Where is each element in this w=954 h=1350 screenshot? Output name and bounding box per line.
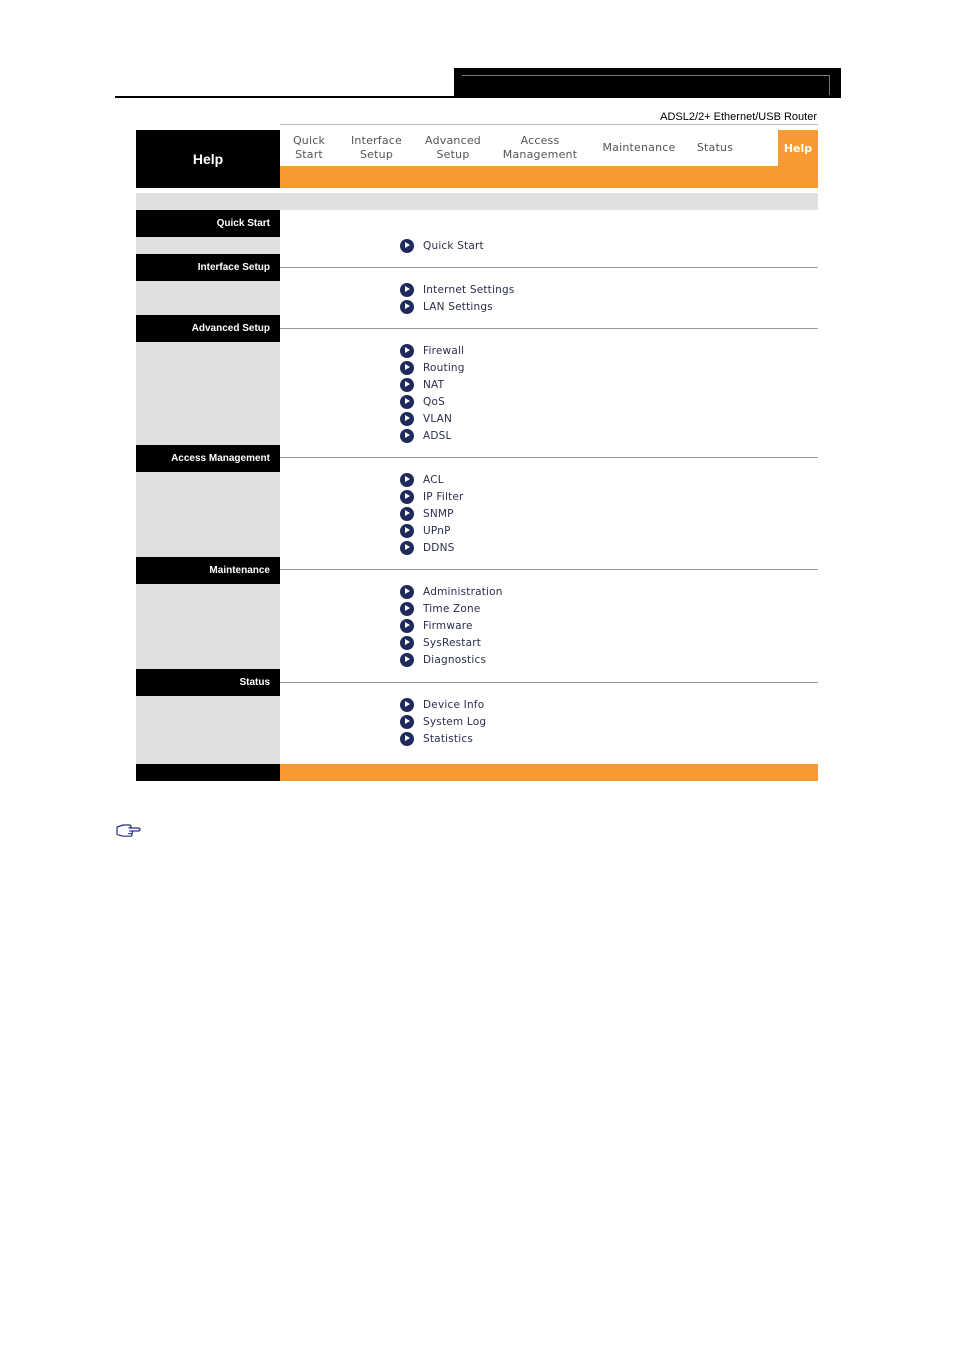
link-firewall[interactable]: Firewall [400, 343, 464, 358]
tab-access-management[interactable]: Access Management [502, 134, 578, 161]
arrow-circle-icon [400, 239, 414, 253]
arrow-circle-icon [400, 507, 414, 521]
content-top-strip [136, 193, 818, 210]
tab-interface-setup[interactable]: Interface Setup [350, 134, 403, 161]
section-header-interface-setup: Interface Setup [136, 254, 280, 281]
arrow-circle-icon [400, 361, 414, 375]
section-header-maintenance: Maintenance [136, 557, 280, 584]
arrow-circle-icon [400, 300, 414, 314]
section-header-access-management: Access Management [136, 445, 280, 472]
section-divider [280, 328, 818, 329]
link-upnp[interactable]: UPnP [400, 523, 451, 538]
link-quick-start[interactable]: Quick Start [400, 238, 484, 253]
link-administration[interactable]: Administration [400, 584, 503, 599]
arrow-circle-icon [400, 636, 414, 650]
link-routing[interactable]: Routing [400, 360, 465, 375]
link-acl[interactable]: ACL [400, 472, 444, 487]
section-divider [280, 457, 818, 458]
link-internet-settings[interactable]: Internet Settings [400, 282, 515, 297]
arrow-circle-icon [400, 585, 414, 599]
link-ip-filter[interactable]: IP Filter [400, 489, 464, 504]
tab-advanced-setup[interactable]: Advanced Setup [425, 134, 481, 161]
section-divider [280, 569, 818, 570]
page-title: Help [136, 130, 280, 188]
pointing-hand-icon [116, 822, 142, 838]
header-rule [115, 96, 841, 98]
arrow-circle-icon [400, 283, 414, 297]
section-header-advanced-setup: Advanced Setup [136, 315, 280, 342]
product-rule [280, 124, 818, 125]
link-device-info[interactable]: Device Info [400, 697, 484, 712]
arrow-circle-icon [400, 395, 414, 409]
arrow-circle-icon [400, 619, 414, 633]
arrow-circle-icon [400, 412, 414, 426]
arrow-circle-icon [400, 698, 414, 712]
arrow-circle-icon [400, 429, 414, 443]
arrow-circle-icon [400, 653, 414, 667]
arrow-circle-icon [400, 541, 414, 555]
product-name: ADSL2/2+ Ethernet/USB Router [660, 111, 817, 123]
section-divider [280, 267, 818, 268]
header-bar-line [462, 75, 830, 76]
footer-orange-bar [280, 764, 818, 781]
tab-help[interactable]: Help [778, 130, 818, 166]
nav-underline-strip [280, 166, 818, 188]
link-snmp[interactable]: SNMP [400, 506, 454, 521]
arrow-circle-icon [400, 378, 414, 392]
link-nat[interactable]: NAT [400, 377, 444, 392]
section-divider [280, 682, 818, 683]
link-statistics[interactable]: Statistics [400, 731, 473, 746]
link-adsl[interactable]: ADSL [400, 428, 452, 443]
link-time-zone[interactable]: Time Zone [400, 601, 481, 616]
main-nav [280, 130, 818, 166]
arrow-circle-icon [400, 732, 414, 746]
footer-black-bar [136, 764, 280, 781]
link-vlan[interactable]: VLAN [400, 411, 452, 426]
tab-maintenance[interactable]: Maintenance [602, 141, 676, 154]
link-system-log[interactable]: System Log [400, 714, 486, 729]
arrow-circle-icon [400, 524, 414, 538]
header-black-bar [454, 68, 841, 98]
link-qos[interactable]: QoS [400, 394, 445, 409]
link-sysrestart[interactable]: SysRestart [400, 635, 481, 650]
section-header-quick-start: Quick Start [136, 210, 280, 237]
tab-status[interactable]: Status [696, 141, 734, 154]
tab-quick-start[interactable]: Quick Start [292, 134, 326, 161]
link-lan-settings[interactable]: LAN Settings [400, 299, 493, 314]
arrow-circle-icon [400, 473, 414, 487]
link-firmware[interactable]: Firmware [400, 618, 473, 633]
link-diagnostics[interactable]: Diagnostics [400, 652, 486, 667]
arrow-circle-icon [400, 344, 414, 358]
section-header-status: Status [136, 669, 280, 696]
arrow-circle-icon [400, 490, 414, 504]
header-bar-line-vertical [829, 75, 830, 95]
arrow-circle-icon [400, 715, 414, 729]
arrow-circle-icon [400, 602, 414, 616]
link-ddns[interactable]: DDNS [400, 540, 455, 555]
